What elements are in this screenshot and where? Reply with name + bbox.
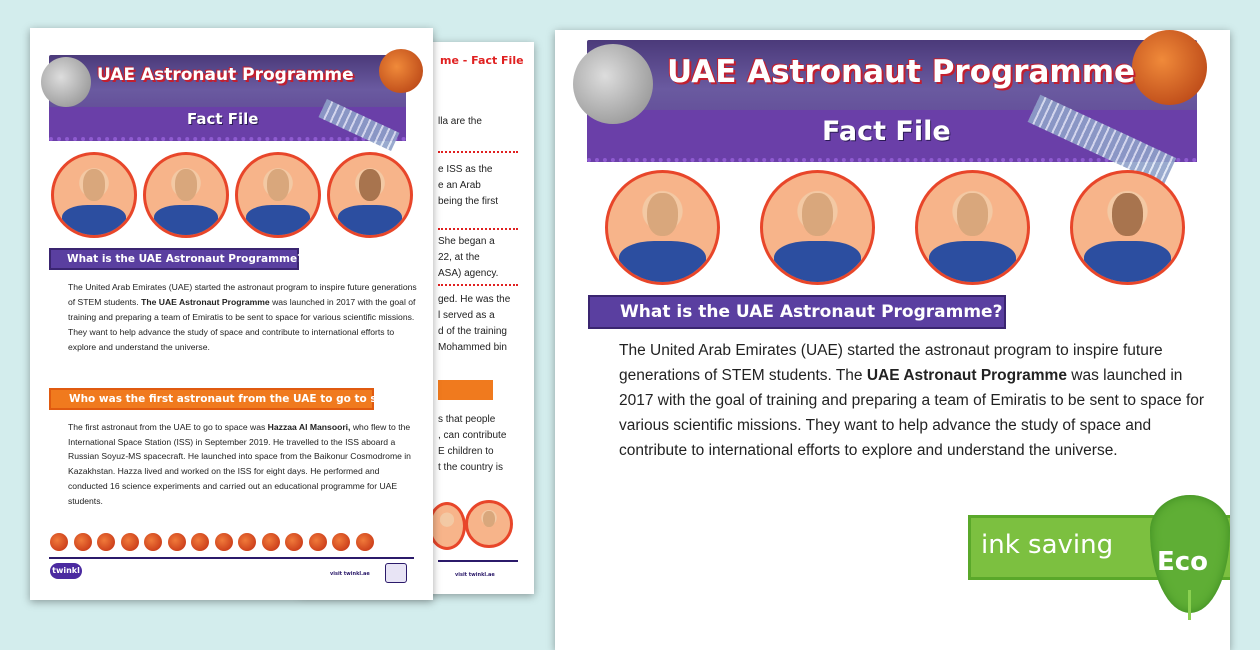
divider [438,151,518,153]
astronaut-portrait [465,500,513,548]
twinkl-logo: twinkl [50,563,82,579]
astronaut-portrait [428,502,466,550]
footer-line [49,557,414,559]
back-line: lla are the [438,116,482,127]
page-subtitle: Fact File [187,110,259,128]
section-heading: What is the UAE Astronaut Programme? [588,295,1006,329]
front-page-preview [30,28,433,600]
section-heading: Who was the first astronaut from the UAE to go to space? [49,388,374,410]
astronaut-portrait [327,152,413,238]
mars-border [50,533,374,551]
section-body: The first astronaut from the UAE to go to space was Hazzaa Al Mansoori, who flew to the International Space Station (ISS) in September 2019. He travelled to the ISS aboard a Russian Soyuz-MS spacecraft. He launched into space from the Baikonur Cosmodrome in Kazakhstan. Hazza lived and worked on the ISS for eight days. He performed and conducted 16 science experiments and carried out an educational programme for UAE students. [68,422,411,506]
astronaut-portrait [915,170,1030,285]
mars-image [1132,30,1207,105]
moon-image [41,57,91,107]
back-line: e ISS as the e an Arab being the first [438,164,499,207]
section-body: The United Arab Emirates (UAE) started the astronaut program to inspire future generations of STEM students. The UAE Astronaut Programme was launched in 2017 with the goal of training and preparing a team of Emiratis to be sent to space for various scientific missions. They want to help advance the study of space and contribute to international efforts to explore and understand the universe. [68,282,417,352]
moon-image [573,44,653,124]
header-banner [587,40,1197,162]
back-line: ged. He was the l served as a d of the training Mohammed bin [438,294,511,353]
footer-url: visit twinkl.ae [330,571,370,577]
page-title: UAE Astronaut Programme [97,65,354,85]
astronaut-portrait [760,170,875,285]
astronaut-portrait [51,152,137,238]
page-subtitle: Fact File [822,116,951,147]
astronaut-portrait [235,152,321,238]
astronaut-portrait [1070,170,1185,285]
back-header: me - Fact File [440,54,524,67]
header-banner [49,55,406,141]
back-line: s that people , can contribute E children to t the country is [438,414,507,473]
ink-saving-label: ink saving [981,530,1114,560]
astronaut-portrait [143,152,229,238]
mars-image [379,49,423,93]
astronaut-portrait [605,170,720,285]
back-heading-bar [438,380,493,400]
section-heading: What is the UAE Astronaut Programme? [49,248,299,270]
footer-url: visit twinkl.ae [455,572,495,578]
back-line: She began a 22, at the ASA) agency. [438,236,499,279]
quality-badge-icon [385,563,407,583]
eco-label: Eco [1157,547,1209,577]
footer-line [438,560,518,562]
divider [438,228,518,230]
divider [438,284,518,286]
section-body: The United Arab Emirates (UAE) started the astronaut program to inspire future generations of STEM students. The UAE Astronaut Programme was launched in 2017 with the goal of training and preparing a team of Emiratis to be sent to space for various scientific missions. They want to help advance the study of space and contribute to international efforts to explore and understand the universe. [619,342,1205,459]
page-title: UAE Astronaut Programme [667,54,1136,90]
